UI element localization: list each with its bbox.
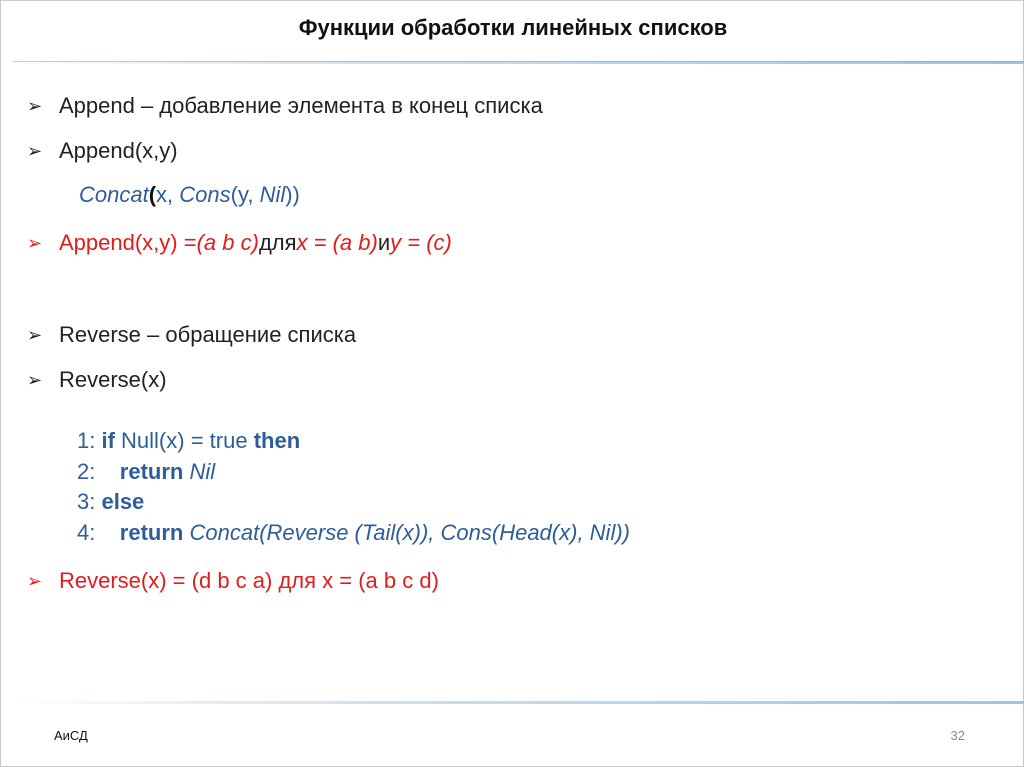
append-example-x: x = (a b) (296, 230, 378, 255)
bullet-append-sig (27, 138, 178, 164)
concat-expression (79, 182, 300, 208)
concat-open-paren: ( (148, 182, 157, 207)
bullet-reverse-desc (27, 322, 356, 348)
append-example-part1: Append(x,y) = (59, 230, 197, 255)
append-example-for: для (258, 230, 297, 255)
keyword-then: then (253, 428, 301, 453)
slide-title: Функции обработки линейных списков (298, 15, 728, 40)
code-condition: Null(x) = true (114, 428, 254, 453)
nil-value: Nil (259, 182, 286, 207)
cons-args: (y, (230, 182, 260, 207)
code-nil: Nil (189, 459, 216, 484)
footer-divider (13, 701, 1024, 704)
append-example-and: и (377, 230, 391, 255)
reverse-sig-text: Reverse(x) (59, 367, 167, 392)
arrow-bullet-icon: ➢ (27, 233, 43, 253)
append-sig-text: Append(x,y) (59, 138, 178, 163)
keyword-return: return (119, 459, 184, 484)
arrow-bullet-icon: ➢ (27, 370, 43, 390)
append-desc-text: Append – добавление элемента в конец списка (59, 93, 543, 118)
keyword-return: return (119, 520, 184, 545)
page-number: 32 (950, 728, 965, 743)
title-divider (13, 61, 1024, 64)
arrow-bullet-icon: ➢ (27, 141, 43, 161)
line-number: 4: (77, 520, 120, 545)
reverse-desc-text: Reverse – обращение списка (59, 322, 357, 347)
append-example-y: y = (c) (390, 230, 452, 255)
keyword-else: else (101, 489, 145, 514)
code-line-4 (77, 520, 630, 546)
line-number: 2: (77, 459, 120, 484)
arrow-bullet-icon: ➢ (27, 571, 43, 591)
code-line-1 (77, 428, 300, 454)
line-number: 1: (77, 428, 102, 453)
arrow-bullet-icon: ➢ (27, 325, 43, 345)
concat-fn: Concat (79, 182, 149, 207)
line-number: 3: (77, 489, 102, 514)
arrow-bullet-icon: ➢ (27, 96, 43, 116)
cons-fn: Cons (179, 182, 231, 207)
append-example-result: (a b c) (196, 230, 259, 255)
bullet-reverse-sig (27, 367, 167, 393)
reverse-example-text: Reverse(x) = (d b c a) для x = (a b c d) (59, 568, 439, 593)
bullet-reverse-example (27, 568, 439, 594)
footer-course-label: АиСД (54, 728, 88, 743)
concat-close: )) (285, 182, 300, 207)
bullet-append-desc (27, 93, 543, 119)
code-line-2 (77, 459, 215, 485)
keyword-if: if (101, 428, 115, 453)
code-concat-expression: Concat(Reverse (Tail(x)), Cons(Head(x), Nil)) (189, 520, 630, 545)
bullet-append-example (27, 230, 452, 256)
concat-x: x, (156, 182, 180, 207)
code-line-3 (77, 489, 144, 515)
